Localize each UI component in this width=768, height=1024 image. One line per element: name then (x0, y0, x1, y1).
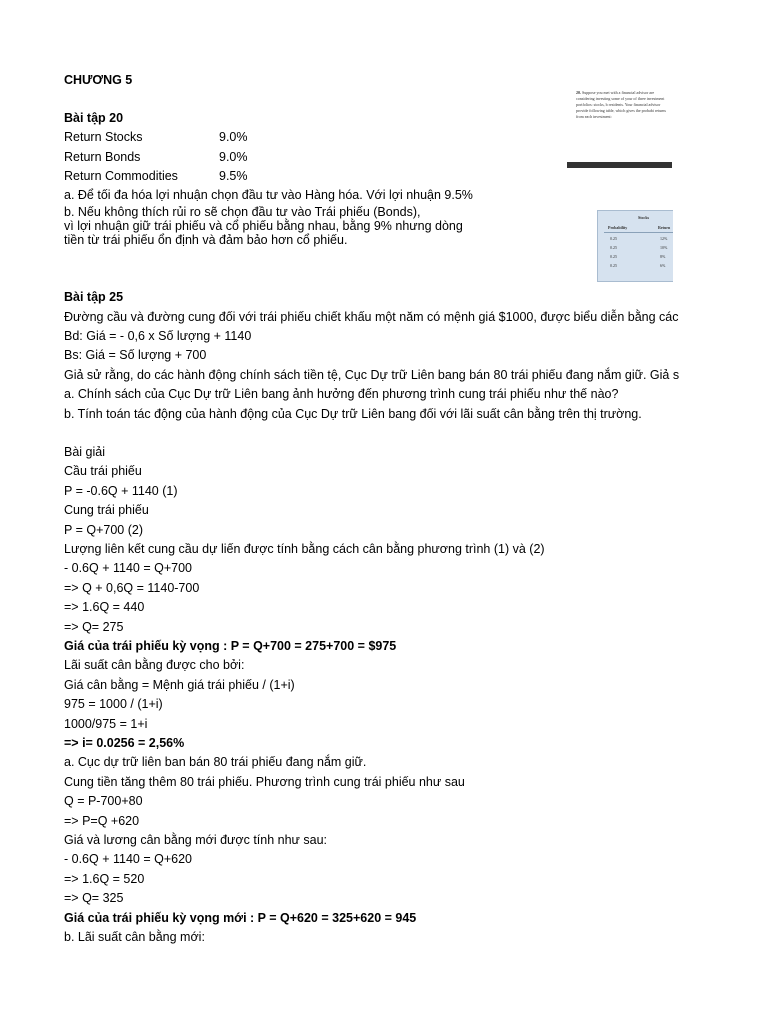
solution-line: => i= 0.0256 = 2,56% (64, 736, 185, 750)
textbook-thumbnail (576, 90, 672, 136)
solution-line: P = Q+700 (2) (64, 522, 143, 537)
ex25-title: Bài tập 25 (64, 290, 124, 304)
thumbnail-cell: 12% (660, 236, 668, 241)
ex20-answer-b-cont: tiền từ trái phiếu ổn định và đảm bảo hơn cổ phiếu. (64, 233, 348, 247)
thumbnail-cell: 10% (660, 245, 668, 250)
ex25-supply-eq: Bs: Giá = Số lượng + 700 (64, 348, 207, 362)
thumbnail-table (597, 210, 673, 282)
solution-line: Q = P-700+80 (64, 794, 143, 809)
solution-line: Giá của trái phiếu kỳ vọng : P = Q+700 = 275+700 = $975 (64, 639, 397, 653)
ex25-question-b: b. Tính toán tác động của hành động của Cục Dự trữ Liên bang đối với lãi suất cân bằng trên thị trường. (64, 407, 642, 421)
solution-line: Cung tiền tăng thêm 80 trái phiếu. Phương trình cung trái phiếu như sau (64, 774, 465, 789)
ex25-intro: Đường cầu và đường cung đối với trái phiếu chiết khấu một năm có mệnh giá $1000, được biểu diễn bằng các (64, 310, 679, 324)
ex25-demand-eq: Bd: Giá = - 0,6 x Số lượng + 1140 (64, 329, 252, 343)
thumbnail-text: Suppose you met with a financial advisor are considering investing some of your of three investment portfolios: stocks, b residents. Your financial advisor provide following table, which gives the probabi returns from each investment: (576, 90, 666, 119)
solution-line: Giá cân bằng = Mệnh giá trái phiếu / (1+i) (64, 677, 295, 692)
thumbnail-table-title: Stocks (638, 215, 650, 220)
solution-line: => P=Q +620 (64, 813, 140, 828)
solution-line: 975 = 1000 / (1+i) (64, 697, 163, 712)
ex20-row-label: Return Commodities (64, 169, 178, 183)
solution-line: 1000/975 = 1+i (64, 716, 148, 731)
solution-line: Giá của trái phiếu kỳ vọng mới : P = Q+620 = 325+620 = 945 (64, 910, 417, 925)
thumbnail-col-header: Return (658, 225, 671, 230)
ex20-row (64, 168, 364, 184)
ex20-answer-a: a. Để tối đa hóa lợi nhuận chọn đầu tư vào Hàng hóa. Với lợi nhuận 9.5% (64, 188, 473, 202)
ex20-row-value: 9.0% (219, 150, 248, 164)
solution-line: Cung trái phiếu (64, 503, 149, 518)
solution-line: Lãi suất cân bằng được cho bởi: (64, 658, 245, 673)
thumbnail-cell: 0.25 (610, 263, 617, 268)
ex20-answer-b: b. Nếu không thích rủi ro sẽ chọn đầu tư vào Trái phiếu (Bonds), (64, 205, 421, 219)
solution-line: b. Lãi suất cân bằng mới: (64, 930, 205, 944)
thumbnail-cell: 0.25 (610, 254, 617, 259)
ex20-title: Bài tập 20 (64, 111, 124, 125)
solution-line: => Q + 0,6Q = 1140-700 (64, 580, 200, 595)
ex20-row (64, 149, 364, 165)
solution-line: Bài giải (64, 445, 105, 459)
solution-line: => 1.6Q = 520 (64, 871, 145, 886)
ex20-row-value: 9.0% (219, 130, 248, 144)
solution-line: - 0.6Q + 1140 = Q+700 (64, 561, 192, 576)
ex20-row-label: Return Stocks (64, 130, 143, 144)
ex25-assumption: Giả sử rằng, do các hành động chính sách tiền tệ, Cục Dự trữ Liên bang bán 80 trái phiếu đang nắm giữ. Giả s (64, 368, 680, 382)
ex20-row-value: 9.5% (219, 169, 248, 183)
thumbnail-cell: 0.25 (610, 236, 617, 241)
solution-line: => Q= 325 (64, 891, 124, 906)
ex20-answer-b-cont: vì lợi nhuận giữ trái phiếu và cổ phiếu bằng nhau, bằng 9% nhưng dòng (64, 219, 463, 233)
thumbnail-cell: 8% (660, 254, 666, 259)
solution-line: - 0.6Q + 1140 = Q+620 (64, 852, 192, 867)
thumbnail-cell: 6% (660, 263, 666, 268)
thumbnail-number: 20. (576, 90, 581, 95)
solution-line: => 1.6Q = 440 (64, 600, 145, 615)
thumbnail-col-header: Probability (608, 225, 628, 230)
ex20-row-label: Return Bonds (64, 150, 141, 164)
thumbnail-divider (567, 162, 672, 168)
ex20-row (64, 129, 364, 145)
ex25-question-a: a. Chính sách của Cục Dự trữ Liên bang ảnh hưởng đến phương trình cung trái phiếu như thế nào? (64, 387, 619, 401)
thumbnail-cell: 0.25 (610, 245, 617, 250)
solution-line: Giá và lương cân bằng mới được tính như sau: (64, 833, 328, 847)
solution-line: a. Cục dự trữ liên ban bán 80 trái phiếu đang nắm giữ. (64, 755, 367, 770)
solution-line: P = -0.6Q + 1140 (1) (64, 483, 178, 498)
thumbnail-table-rule (604, 232, 673, 233)
chapter-heading: CHƯƠNG 5 (64, 73, 133, 87)
solution-line: => Q= 275 (64, 619, 124, 634)
solution-line: Cầu trái phiếu (64, 464, 142, 479)
solution-line: Lượng liên kết cung cầu dự liến được tính bằng cách cân bằng phương trình (1) và (2) (64, 542, 545, 556)
